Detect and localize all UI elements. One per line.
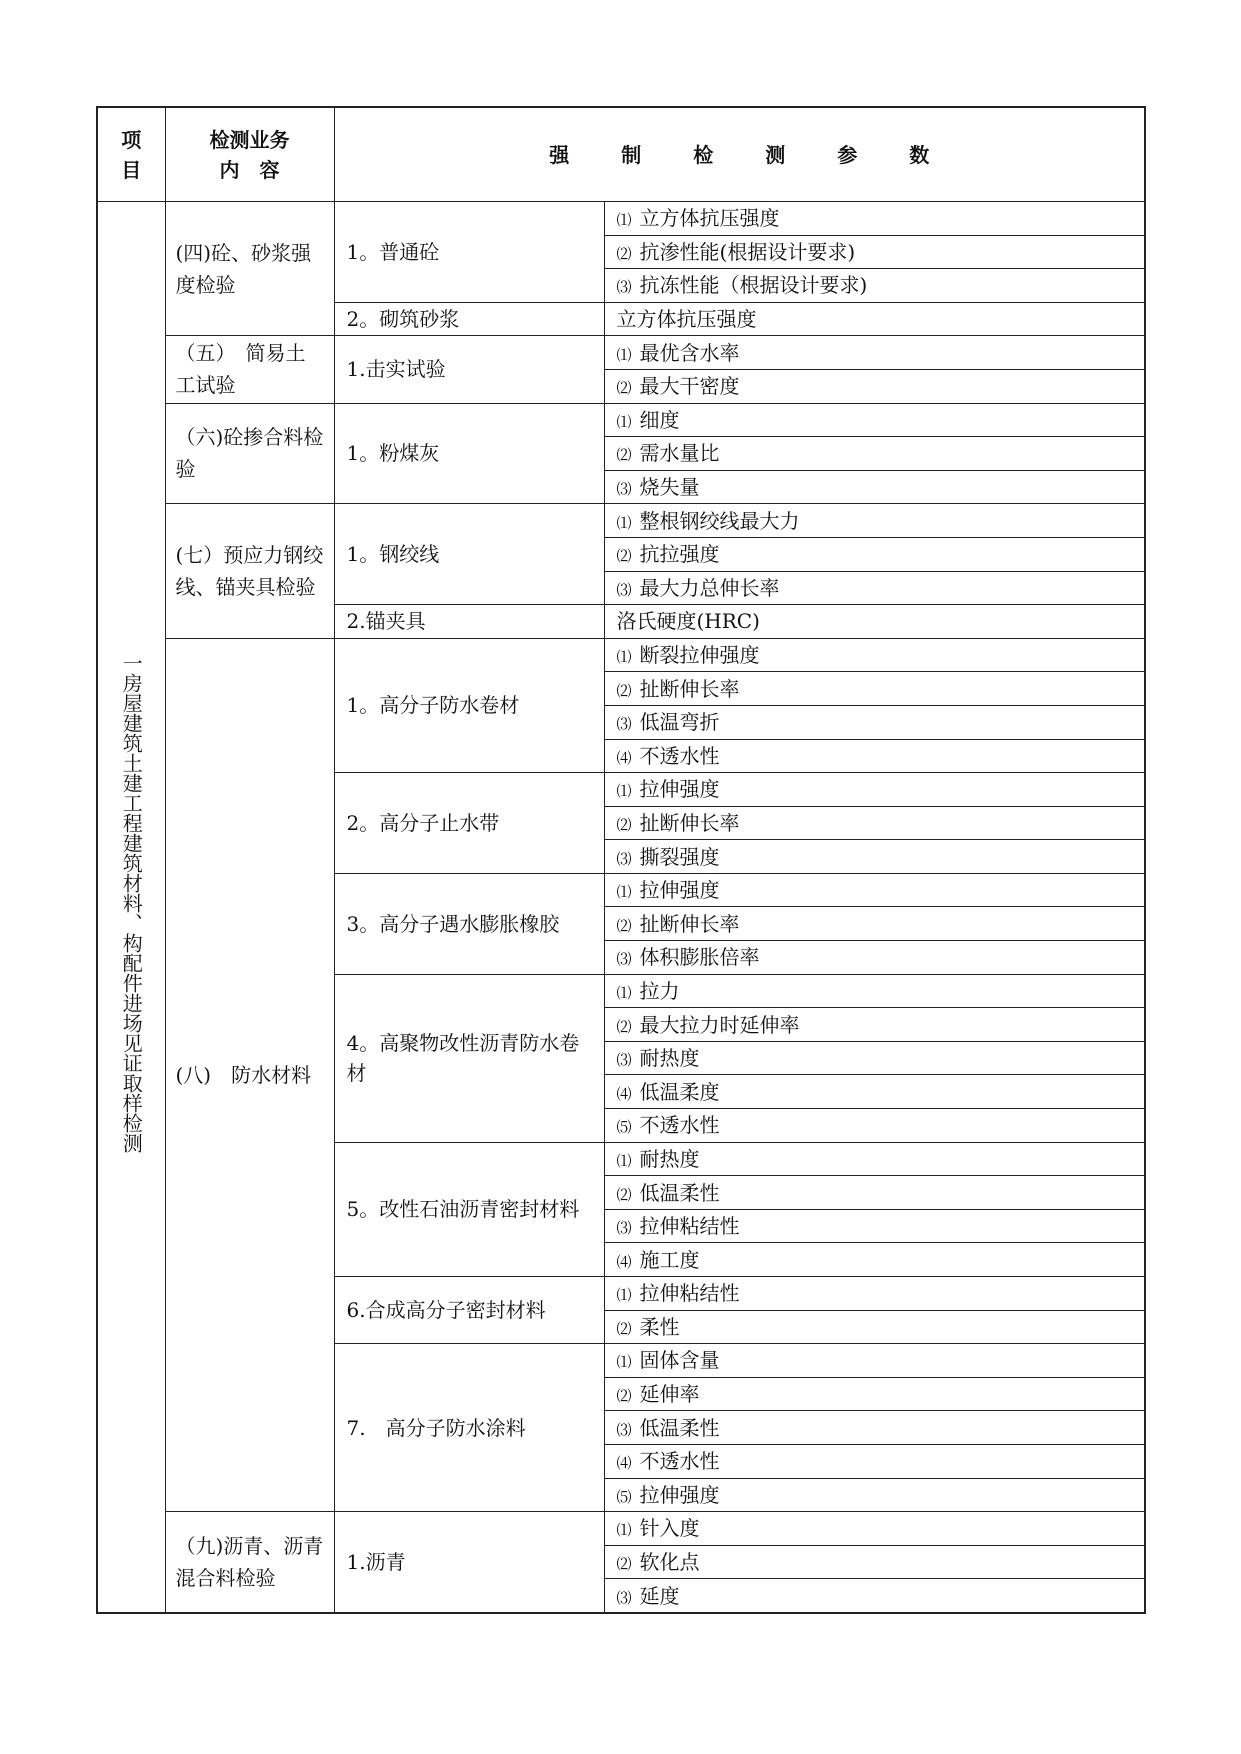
param-text: 最大力总伸长率	[639, 575, 780, 600]
param-text: 拉伸粘结性	[639, 1281, 740, 1306]
header-param-char: 制	[621, 142, 642, 167]
table-row	[97, 403, 1145, 437]
param-cell	[604, 739, 1145, 773]
param-number: ⑶	[616, 715, 632, 734]
subitem-cell: 1.沥青	[334, 1512, 604, 1613]
param-text: 扯断伸长率	[639, 676, 740, 701]
param-cell	[604, 1512, 1145, 1546]
param-number: ⑸	[616, 1487, 632, 1506]
param-cell	[604, 504, 1145, 538]
param-cell	[604, 1344, 1145, 1378]
param-number: ⑴	[616, 513, 632, 532]
param-number: ⑵	[616, 1555, 632, 1574]
param-cell	[604, 235, 1145, 269]
subitem-cell: 1。普通砼	[334, 202, 604, 303]
param-number: ⑴	[616, 983, 632, 1002]
param-text: 拉伸强度	[639, 1482, 720, 1507]
table-row	[97, 336, 1145, 370]
param-text: 烧失量	[639, 475, 700, 500]
param-number: ⑵	[616, 446, 632, 465]
param-number: ⑴	[616, 345, 632, 364]
param-cell	[604, 1176, 1145, 1210]
param-cell	[604, 1142, 1145, 1176]
header-params	[334, 107, 1145, 202]
param-cell	[604, 773, 1145, 807]
category-cell: （九)沥青、沥青混合料检验	[165, 1512, 334, 1613]
param-number: ⑵	[616, 815, 632, 834]
param-number: ⑵	[616, 1319, 632, 1338]
param-number: ⑴	[616, 1151, 632, 1170]
param-number: ⑵	[616, 1185, 632, 1204]
param-cell	[604, 1377, 1145, 1411]
param-text: 需水量比	[639, 441, 720, 466]
header-item-text: 项目	[121, 127, 142, 182]
param-cell	[604, 369, 1145, 403]
header-param-char: 强	[549, 142, 570, 167]
param-text: 细度	[639, 407, 680, 432]
param-number: ⑴	[616, 412, 632, 431]
header-param-char: 检	[693, 142, 714, 167]
param-cell	[604, 403, 1145, 437]
header-business	[165, 107, 334, 202]
param-number: ⑶	[616, 1420, 632, 1439]
param-text: 低温弯折	[639, 710, 720, 735]
header-business-line1: 检测业务	[209, 127, 290, 152]
param-text: 拉伸强度	[639, 777, 720, 802]
param-cell	[604, 437, 1145, 471]
table-row	[97, 638, 1145, 672]
param-text: 体积膨胀倍率	[639, 945, 760, 970]
param-text: 撕裂强度	[639, 844, 720, 869]
table-row	[97, 1512, 1145, 1546]
param-text: 整根钢绞线最大力	[639, 508, 800, 533]
param-text: 抗拉强度	[639, 542, 720, 567]
param-number: ⑷	[616, 1084, 632, 1103]
header-row	[97, 107, 1145, 202]
param-text: 耐热度	[639, 1046, 700, 1071]
param-number: ⑵	[616, 1017, 632, 1036]
param-text: 针入度	[639, 1516, 700, 1541]
subitem-cell: 2。高分子止水带	[334, 773, 604, 874]
param-cell	[604, 1243, 1145, 1277]
param-number: ⑶	[616, 278, 632, 297]
param-number: ⑷	[616, 748, 632, 767]
subitem-cell: 2。砌筑砂浆	[334, 302, 604, 336]
param-cell	[604, 1008, 1145, 1042]
param-cell	[604, 302, 1145, 336]
param-number: ⑵	[616, 1387, 632, 1406]
param-cell	[604, 1411, 1145, 1445]
param-text: 低温柔性	[639, 1415, 720, 1440]
param-text: 最大拉力时延伸率	[639, 1012, 800, 1037]
param-cell	[604, 1209, 1145, 1243]
param-text: 最优含水率	[639, 340, 740, 365]
param-cell	[604, 638, 1145, 672]
subitem-cell: 2.锚夹具	[334, 605, 604, 639]
param-number: ⑶	[616, 580, 632, 599]
param-cell	[604, 1109, 1145, 1143]
param-cell	[604, 470, 1145, 504]
param-number: ⑴	[616, 1286, 632, 1305]
param-text: 抗渗性能(根据设计要求)	[639, 239, 856, 264]
param-text: 拉伸强度	[639, 878, 720, 903]
param-cell	[604, 672, 1145, 706]
param-cell	[604, 605, 1145, 639]
param-cell	[604, 269, 1145, 303]
param-cell	[604, 806, 1145, 840]
param-number: ⑷	[616, 1454, 632, 1473]
param-cell	[604, 1277, 1145, 1311]
param-number: ⑶	[616, 950, 632, 969]
subitem-cell: 3。高分子遇水膨胀橡胶	[334, 873, 604, 974]
param-cell	[604, 1478, 1145, 1512]
table-row	[97, 504, 1145, 538]
param-cell	[604, 1545, 1145, 1579]
param-number: ⑷	[616, 1252, 632, 1271]
param-text: 软化点	[639, 1550, 700, 1575]
subitem-cell: 1。高分子防水卷材	[334, 638, 604, 772]
param-text: 柔性	[639, 1314, 680, 1339]
param-number: ⑴	[616, 1521, 632, 1540]
param-number: ⑶	[616, 480, 632, 499]
param-cell	[604, 840, 1145, 874]
subitem-cell: 1.击实试验	[334, 336, 604, 403]
param-cell	[604, 907, 1145, 941]
param-cell	[604, 537, 1145, 571]
param-number: ⑴	[616, 782, 632, 801]
inspection-table	[96, 106, 1146, 1614]
header-item	[97, 107, 165, 202]
param-cell	[604, 941, 1145, 975]
subitem-cell: 5。改性石油沥青密封材料	[334, 1142, 604, 1276]
table-row	[97, 202, 1145, 236]
param-number: ⑵	[616, 379, 632, 398]
param-text: 扯断伸长率	[639, 810, 740, 835]
param-text: 洛氏硬度(HRC)	[616, 609, 760, 634]
param-text: 断裂拉伸强度	[639, 643, 760, 668]
subitem-cell: 1。粉煤灰	[334, 403, 604, 504]
param-cell	[604, 974, 1145, 1008]
param-text: 立方体抗压强度	[639, 206, 780, 231]
param-text: 固体含量	[639, 1348, 720, 1373]
subitem-cell: 4。高聚物改性沥青防水卷材	[334, 974, 604, 1142]
subitem-cell: 1。钢绞线	[334, 504, 604, 605]
param-text: 延度	[639, 1583, 680, 1608]
param-text: 拉伸粘结性	[639, 1214, 740, 1239]
param-text: 扯断伸长率	[639, 911, 740, 936]
param-cell	[604, 1579, 1145, 1613]
param-text: 不透水性	[639, 1449, 720, 1474]
header-param-char: 参	[837, 142, 858, 167]
param-number: ⑶	[616, 1051, 632, 1070]
project-cell	[97, 202, 165, 1613]
project-label: 一房屋建筑土建工程建筑材料、构配件进场见证取样检测	[119, 652, 144, 1153]
param-number: ⑵	[616, 916, 632, 935]
header-param-char: 数	[909, 142, 930, 167]
param-number: ⑶	[616, 1219, 632, 1238]
subitem-cell: 6.合成高分子密封材料	[334, 1277, 604, 1344]
param-number: ⑴	[616, 648, 632, 667]
param-cell	[604, 336, 1145, 370]
param-number: ⑴	[616, 883, 632, 902]
param-number: ⑸	[616, 1118, 632, 1137]
param-text: 施工度	[639, 1247, 700, 1272]
param-cell	[604, 571, 1145, 605]
param-text: 延伸率	[639, 1382, 700, 1407]
param-text: 低温柔性	[639, 1180, 720, 1205]
param-text: 不透水性	[639, 743, 720, 768]
param-text: 抗冻性能（根据设计要求)	[639, 273, 868, 298]
category-cell: (七）预应力钢绞线、锚夹具检验	[165, 504, 334, 638]
param-number: ⑶	[616, 1588, 632, 1607]
param-cell	[604, 1310, 1145, 1344]
param-number: ⑵	[616, 547, 632, 566]
param-number: ⑴	[616, 1353, 632, 1372]
header-param-char: 测	[765, 142, 786, 167]
param-text: 最大干密度	[639, 374, 740, 399]
param-number: ⑴	[616, 211, 632, 230]
category-cell: （六)砼掺合料检验	[165, 403, 334, 504]
param-text: 低温柔度	[639, 1079, 720, 1104]
param-cell	[604, 873, 1145, 907]
param-text: 立方体抗压强度	[616, 307, 757, 332]
category-cell: （五） 简易土工试验	[165, 336, 334, 403]
category-cell: (四)砼、砂浆强度检验	[165, 202, 334, 336]
category-cell: (八) 防水材料	[165, 638, 334, 1511]
param-number: ⑵	[616, 681, 632, 700]
param-cell	[604, 705, 1145, 739]
param-cell	[604, 202, 1145, 236]
param-cell	[604, 1444, 1145, 1478]
param-cell	[604, 1075, 1145, 1109]
subitem-cell: 7. 高分子防水涂料	[334, 1344, 604, 1512]
param-text: 耐热度	[639, 1146, 700, 1171]
param-number: ⑵	[616, 244, 632, 263]
header-business-line2: 内 容	[219, 157, 280, 182]
param-text: 不透水性	[639, 1113, 720, 1138]
param-cell	[604, 1041, 1145, 1075]
param-number: ⑶	[616, 849, 632, 868]
param-text: 拉力	[639, 978, 680, 1003]
